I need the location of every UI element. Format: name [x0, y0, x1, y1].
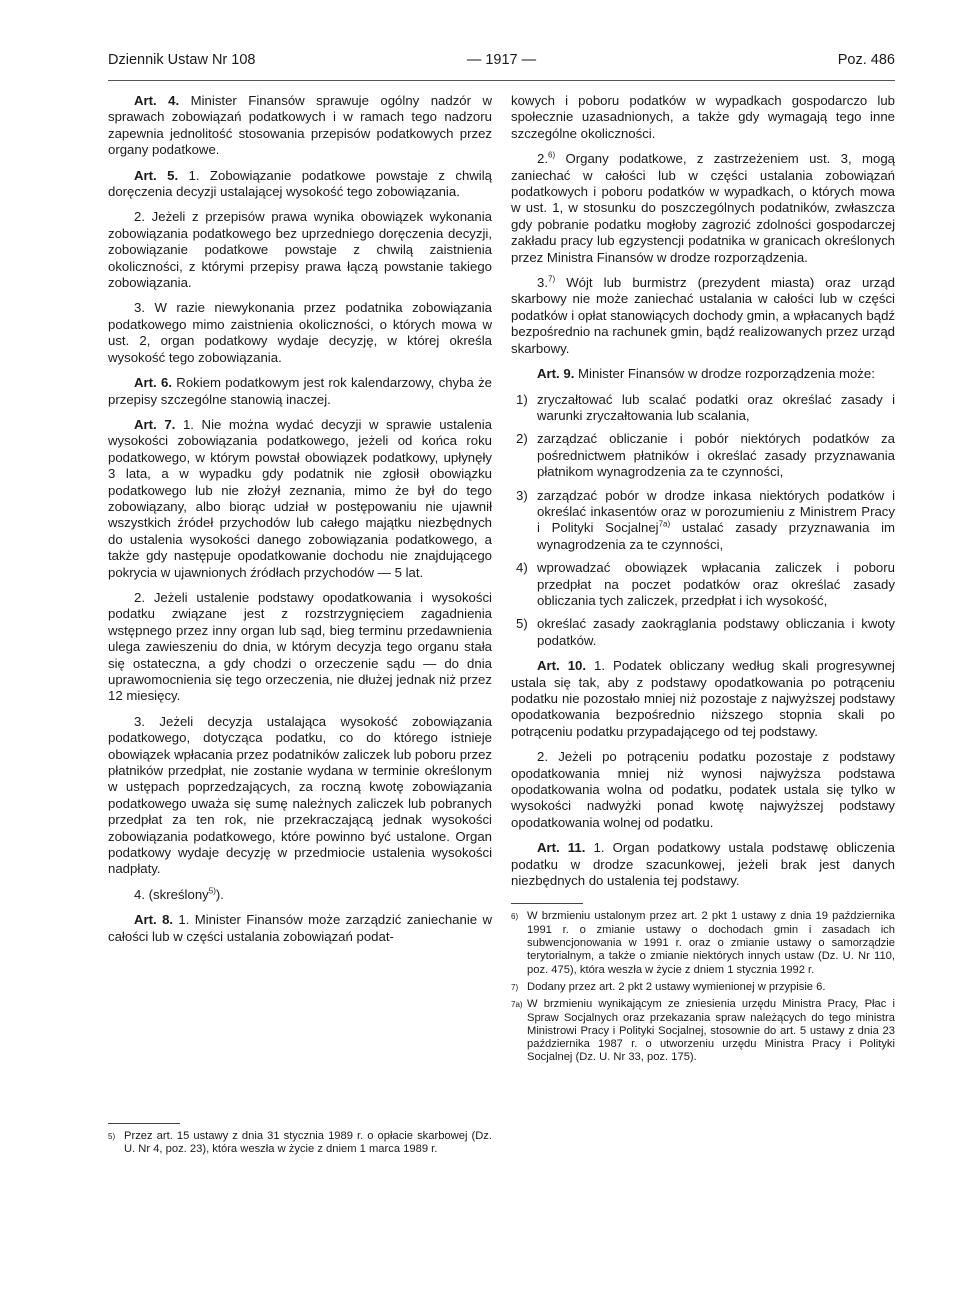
- list-item-text-end: ustalać zasady przyznawania im wynagrodzenia za te czynności,: [537, 520, 895, 552]
- list-item-number: 2): [516, 431, 528, 447]
- art-7-ust-1-text: 1. Nie można wydać decyzji w sprawie ustalenia wysokości zobowiązania podatkowego, jeżeli od końca roku podatkowego, w którym powstał obowiązek podatkowy, upłynęły 3 lata, a w wypadku gdy podatnik nie zgłosił obowiązku podatkowego lub nie złożył zeznania, mimo że był do tego zobowiązany, albo biorąc udział w postępowaniu nie ujawnił wszystkich źródeł przychodów lub całego majątku niezbędnych do ustalenia wysokości danego zobowiązania podatkowego, a także gdy następuje opodatkowanie dochodu nie znajdującego pokrycia w ujawnionych źródłach przychodów — 5 lat.: [108, 416, 492, 580]
- art-8-ust-2-num: 2.: [537, 151, 548, 167]
- footnote-ref-7[interactable]: 7): [548, 274, 556, 284]
- art-5-label: Art. 5.: [134, 167, 179, 183]
- art-8-ust-3-text: Wójt lub burmistrz (prezydent miasta) oraz urząd skarbowy nie może zaniechać ustalania w całości lub w części podatków i opłat stanowiących dochody gmin, a wpłacanych bądź bezpośrednio na rachunek gmin, bądź realizowanych przez urząd skarbowy.: [511, 275, 895, 356]
- list-item-number: 4): [516, 560, 528, 576]
- art-9: [511, 366, 895, 382]
- list-item-text: zarządzać pobór w drodze inkasa niektórych podatków i określać inkasentów oraz w porozumieniu z Ministrem Pracy i Polityki Socjalnej: [537, 487, 895, 536]
- list-item-number: 3): [516, 487, 528, 503]
- art-8-ust-2-text: Organy podatkowe, z zastrzeżeniem ust. 3, mogą zaniechać w całości lub w części ustalania zobowiązań podatkowych i poboru podatków w wypadkach, o których mowa w ust. 1, w stosunku do poszczególnych podatników, zwłaszcza gdy pobranie podatku mogłoby zagrozić zdolności gospodarczej zakładu pracy lub egzystencji podatnika w granicach określonych przez Ministra Finansów w drodze rozporządzenia.: [511, 151, 895, 265]
- footnote-7a-text: W brzmieniu wynikającym ze zniesienia urzędu Ministra Pracy, Płac i Spraw Socjalnych oraz przekazania spraw należących do tego ministra Ministrowi Pracy i Polityki Socjalnej, stosownie do art. 5 ustawy z dnia 23 października 1987 r. o utworzeniu urzędu Ministra Pracy i Polityki Socjalnej (Dz. U. Nr 33, poz. 175).: [527, 998, 895, 1064]
- footnote-7-text: Dodany przez art. 2 pkt 2 ustawy wymienionej w przypisie 6.: [527, 980, 826, 993]
- footnote-7a: [511, 998, 895, 1064]
- art-11-ust-1: [511, 840, 895, 889]
- footnote-6-mark: 6): [511, 912, 519, 922]
- footnote-5-text: Przez art. 15 ustawy z dnia 31 stycznia 1989 r. o opłacie skarbowej (Dz. U. Nr 4, poz. 23), która weszła w życie z dniem 1 marca 1989 r.: [124, 1130, 492, 1156]
- art-11-ust-1-text: 1. Organ podatkowy ustala podstawę obliczenia podatku w drodze szacunkowej, jeżeli brak jest danych niezbędnych do ustalenia tej podstawy.: [511, 840, 896, 889]
- footnote-divider: [511, 903, 583, 904]
- left-footnotes: [108, 1117, 492, 1161]
- footnote-6-text: W brzmieniu ustalonym przez art. 2 pkt 1 ustawy z dnia 19 października 1991 r. o zmianie ustawy o dochodach gmin i zasadach ich subwencjonowania w 1991 r. oraz o zmianie ustawy o samorządzie terytorialnym, a także o zmianie niektórych innych ustaw (Dz. U. Nr 110, poz. 475), która weszła w życie z dniem 1 stycznia 1992 r.: [527, 910, 895, 976]
- footnote-ref-7a[interactable]: 7a): [658, 519, 671, 529]
- footnote-7: [511, 981, 895, 994]
- art-5-ust-1: [108, 168, 492, 201]
- left-column: [108, 93, 492, 954]
- footnote-7-mark: 7): [511, 982, 519, 992]
- footnote-7a-mark: 7a): [511, 1000, 523, 1010]
- art-8-continuation: kowych i poboru podatków w wypadkach gospodarczo lub społecznie uzasadnionych, a także gdy wymagają tego inne szczególne okoliczności.: [511, 93, 895, 141]
- footnote-ref-6[interactable]: 6): [548, 150, 556, 160]
- art-10-ust-2: 2. Jeżeli po potrąceniu podatku pozostaje z podstawy opodatkowania mniej niż wynosi najwyższa podstawa opodatkowania wolna od podatku, podatek ustala się tylko w wysokości nadwyżki ponad kwotę najwyższej podstawy opodatkowania wolnej od podatku.: [511, 749, 895, 830]
- list-item-text: zarządzać obliczanie i pobór niektórych podatków za pośrednictwem płatników i określać zasady przyznawania płatnikom wynagrodzenia za te czynności,: [537, 431, 895, 480]
- list-item: [511, 616, 895, 649]
- art-8-ust-1: [108, 912, 492, 945]
- art-6-text: Rokiem podatkowym jest rok kalendarzowy, chyba że przepisy szczególne stanowią inaczej.: [108, 375, 493, 407]
- journal-title: Dziennik Ustaw Nr 108: [108, 52, 256, 68]
- list-item: [511, 431, 895, 480]
- art-4: [108, 93, 492, 159]
- list-item: [511, 392, 895, 425]
- art-7-ust-1: [108, 417, 492, 581]
- page-header: [108, 52, 895, 74]
- header-divider: [108, 80, 895, 81]
- art-7-ust-4: [108, 887, 492, 903]
- footnote-ref-5[interactable]: 5): [208, 886, 216, 896]
- list-item-text: zryczałtować lub scalać podatki oraz określać zasady i warunki zryczałtowania lub scalania,: [537, 391, 895, 423]
- art-8-ust-1-text: 1. Minister Finansów może zarządzić zaniechanie w całości lub w części ustalania zobowiązań podat-: [108, 912, 492, 944]
- art-4-label: Art. 4.: [134, 93, 180, 108]
- art-6: [108, 375, 492, 408]
- position-number: Poz. 486: [837, 52, 895, 68]
- art-7-ust-2: 2. Jeżeli ustalenie podstawy opodatkowania i wysokości podatku związane jest z rozstrzygnięciem zagadnienia wstępnego przez inny organ lub sąd, bieg terminu przedawnienia ulega zawieszeniu do dnia, w którym decyzja tego organu stała się ostateczna, a gdy chodzi o orzeczenie sądu — do dnia uprawomocnienia się tego orzeczenia, nie dłużej jednak niż przez 12 miesięcy.: [108, 589, 492, 704]
- art-10-ust-1: [511, 658, 895, 740]
- list-item-text: określać zasady zaokrąglania podstawy obliczania i kwoty podatków.: [537, 616, 895, 648]
- art-7-label: Art. 7.: [134, 416, 176, 432]
- art-5-ust-2: 2. Jeżeli z przepisów prawa wynika obowiązek wykonania zobowiązania podatkowego bez uprzedniego doręczenia decyzji, zobowiązanie podatkowe powstaje z chwilą zaistnienia okoliczności, z którymi przepisy prawa łączą powstanie takiego zobowiązania.: [108, 209, 492, 291]
- art-8-ust-2: [511, 151, 895, 266]
- list-item: [511, 488, 895, 554]
- art-9-text: Minister Finansów w drodze rozporządzenia może:: [578, 366, 875, 382]
- art-8-ust-3: [511, 275, 895, 357]
- art-5-ust-1-text: 1. Zobowiązanie podatkowe powstaje z chwilą doręczenia decyzji ustalającej wysokość tego zobowiązania.: [108, 167, 493, 200]
- list-item: [511, 560, 895, 609]
- art-7-ust-4-end: ).: [215, 886, 224, 902]
- list-item-number: 1): [516, 391, 528, 407]
- art-5-ust-3: 3. W razie niewykonania przez podatnika zobowiązania podatkowego mimo zaistnienia okoliczności, o których mowa w ust. 2, organ podatkowy wydaje decyzję, w której określa wysokość tego zobowiązania.: [108, 300, 492, 365]
- list-item-number: 5): [516, 616, 528, 632]
- art-8-ust-3-num: 3.: [537, 275, 548, 291]
- right-column: [511, 93, 895, 1069]
- art-10-label: Art. 10.: [537, 658, 587, 674]
- art-8-label: Art. 8.: [134, 912, 174, 928]
- art-6-label: Art. 6.: [134, 375, 172, 391]
- art-9-label: Art. 9.: [537, 366, 575, 382]
- art-7-ust-3: 3. Jeżeli decyzja ustalająca wysokość zobowiązania podatkowego, dotycząca podatku, co do którego istnieje obowiązek wpłacania przez podatników zaliczek lub poboru przez płatników przedpłat, nie zostanie wydana w terminie określonym w ustępach poprzedzających, za roczną kwotę zobowiązania podatkowego uważa się sumę należnych zaliczek lub pobranych przedpłat za ten rok, nie przekraczającą jednak wysokości zobowiązania podatkowego, które powinno być ustalone. Organ podatkowy wydaje decyzję w przedmiocie ustalenia wysokości nadpłaty.: [108, 713, 492, 877]
- art-10-ust-1-text: 1. Podatek obliczany według skali progresywnej ustala się tak, aby z podstawy opodatkowania po potrąceniu podatku nie pozostało mniej niż pozostaje z najwyższej podstawy opodatkowania bezpośrednio niższego stopnia skali po potrąceniu podatku przypadającego od tej podstawy.: [511, 658, 895, 739]
- footnote-5: [108, 1130, 492, 1157]
- footnote-6: [511, 910, 895, 976]
- art-4-text: Minister Finansów sprawuje ogólny nadzór w sprawach zobowiązań podatkowych i w ramach tego nadzoru zapewnia jednolitość stosowania przepisów podatkowych przez organy podatkowe.: [108, 93, 493, 158]
- art-9-list: [511, 392, 895, 650]
- page-number: — 1917 —: [466, 52, 537, 68]
- art-7-ust-4-text: 4. (skreślony: [134, 886, 209, 902]
- art-11-label: Art. 11.: [537, 840, 586, 856]
- footnote-divider: [108, 1123, 180, 1124]
- footnote-5-mark: 5): [108, 1132, 116, 1141]
- list-item-text: wprowadzać obowiązek wpłacania zaliczek i poboru przedpłat na poczet podatków oraz określać zasady obliczania tych zaliczek, przedpłat i ich wysokość,: [537, 560, 895, 608]
